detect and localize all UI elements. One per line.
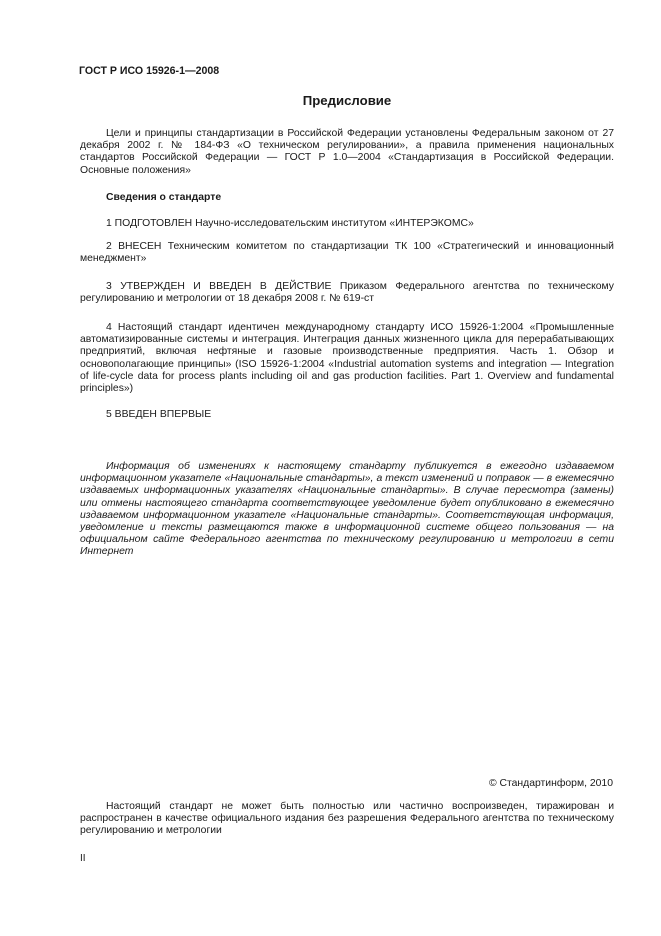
- reproduction-notice: Настоящий стандарт не может быть полностью или частично воспроизведен, тиражирован и распространен в качестве официального издания без разрешения Федерального агентства по техническому регулированию и метрологии: [80, 801, 614, 837]
- intro-paragraph: Цели и принципы стандартизации в Российской Федерации установлены Федеральным законом от 27 декабря 2002 г. № 184-ФЗ «О техническом регулировании», а правила применения национальных стандартов Российской Федерации — ГОСТ Р 1.0—2004 «Стандартизация в Российской Федерации. Основные положения»: [80, 128, 614, 176]
- item-2: 2 ВНЕСЕН Техническим комитетом по стандартизации ТК 100 «Стратегический и инновационный менеджмент»: [80, 241, 614, 265]
- page-title: Предисловие: [302, 93, 392, 108]
- copyright: © Стандартинформ, 2010: [488, 778, 613, 789]
- notice-paragraph: Информация об изменениях к настоящему стандарту публикуется в ежегодно издаваемом информационном указателе «Национальные стандарты», а текст изменений и поправок — в ежемесячно издаваемых информационных указателях «Национальные стандарты». В случае пересмотра (замены) или отмены настоящего стандарта соответствующее уведомление будет опубликовано в ежемесячно издаваемом информационном указателе «Национальные стандарты». Соответствующая информация, уведомление и тексты размещаются также в информационной системе общего пользования — на официальном сайте Федерального агентства по техническому регулированию и метрологии в сети Интернет: [80, 461, 614, 558]
- item-4: 4 Настоящий стандарт идентичен международному стандарту ИСО 15926-1:2004 «Промышленные автоматизированные системы и интеграция. Интеграция данных жизненного цикла для перерабатывающих предприятий, включая нефтяные и газовые производственные предприятия. Часть 1. Обзор и основополагающие принципы» (ISO 15926-1:2004 «Industrial automation systems and integration — Integration of life-cycle data for process plants including oil and gas production facilities. Part 1. Overview and fundamental principles»): [80, 322, 614, 395]
- item-3: 3 УТВЕРЖДЕН И ВВЕДЕН В ДЕЙСТВИЕ Приказом Федерального агентства по техническому регулированию и метрологии от 18 декабря 2008 г. № 619-ст: [80, 281, 614, 305]
- item-1: 1 ПОДГОТОВЛЕН Научно-исследовательским институтом «ИНТЕРЭКОМС»: [106, 218, 474, 229]
- item-5: 5 ВВЕДЕН ВПЕРВЫЕ: [106, 409, 212, 420]
- page-number: II: [80, 853, 86, 864]
- document-id: ГОСТ Р ИСО 15926-1—2008: [79, 65, 220, 77]
- info-heading: Сведения о стандарте: [106, 192, 222, 203]
